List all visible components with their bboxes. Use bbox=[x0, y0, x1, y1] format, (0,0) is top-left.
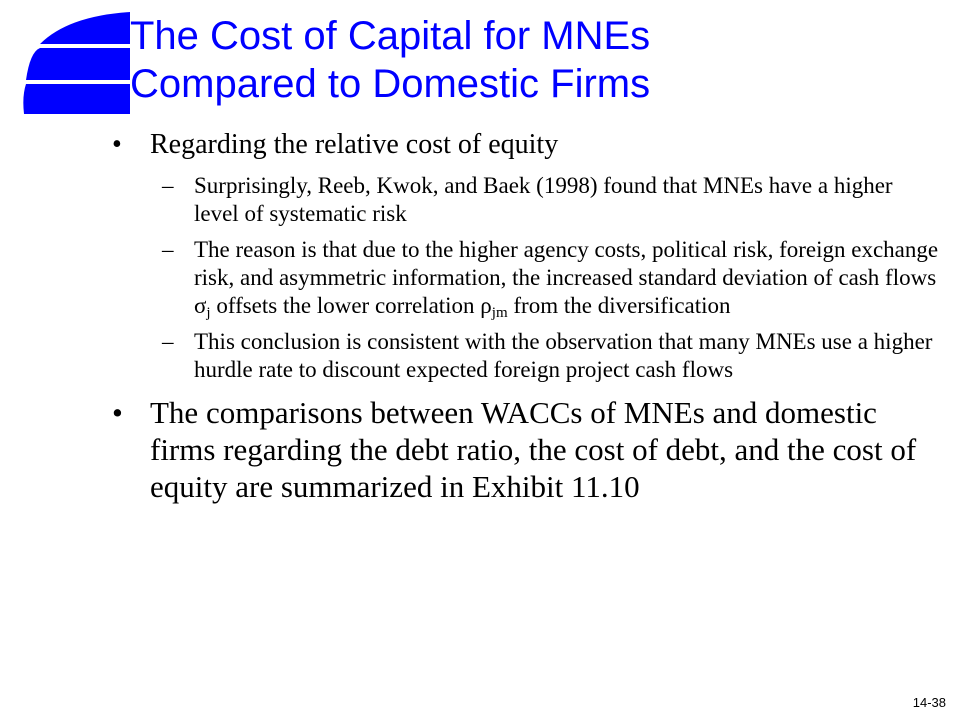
sub-bullet-text-part-b: offsets the lower correlation ρ bbox=[210, 293, 492, 318]
logo-swoosh-middle bbox=[26, 48, 130, 80]
sub-bullet-mark: – bbox=[162, 329, 174, 354]
blue-swoosh-logo-icon bbox=[18, 8, 133, 116]
bullet-text: The comparisons between WACCs of MNEs and domestic firms regarding the debt ratio, the cost of debt, and the cost of equity are summarized in Exhibit 11.10 bbox=[150, 395, 917, 504]
sub-bullet-item-hurdle-rate bbox=[162, 328, 942, 384]
sub-bullet-list bbox=[162, 172, 942, 384]
title-line-1: The Cost of Capital for MNEs bbox=[130, 14, 651, 58]
subscript-j: j bbox=[206, 305, 211, 321]
page-title bbox=[130, 12, 650, 108]
sub-bullet-item-reason bbox=[162, 236, 942, 320]
slide-content bbox=[112, 128, 942, 505]
bullet-item-wacc-comparison bbox=[112, 394, 942, 505]
sub-bullet-text: This conclusion is consistent with the observation that many MNEs use a higher hurdle rate to discount expected foreign project cash flows bbox=[194, 329, 933, 382]
sub-bullet-mark: – bbox=[162, 237, 174, 262]
title-line-2: Compared to Domestic Firms bbox=[130, 62, 651, 106]
sub-bullet-text-part-a: The reason is that due to the higher agency costs, political risk, foreign exchange risk, and asymmetric information, the increased standard deviation of cash flows σ bbox=[194, 237, 939, 318]
bullet-mark: • bbox=[112, 395, 123, 430]
sub-bullet-text-part-c: from the diversification bbox=[507, 293, 731, 318]
subscript-jm: jm bbox=[491, 305, 508, 321]
logo-swoosh-top bbox=[40, 12, 130, 44]
sub-bullet-text: Surprisingly, Reeb, Kwok, and Baek (1998) found that MNEs have a higher level of systematic risk bbox=[194, 173, 893, 226]
sub-bullet-item-systematic-risk bbox=[162, 172, 942, 228]
bullet-mark: • bbox=[112, 129, 122, 160]
page-number: 14-38 bbox=[912, 695, 946, 710]
bullet-item-cost-of-equity bbox=[112, 128, 942, 162]
sub-bullet-mark: – bbox=[162, 173, 174, 198]
logo-swoosh-bottom bbox=[23, 84, 130, 114]
bullet-text: Regarding the relative cost of equity bbox=[150, 129, 559, 160]
